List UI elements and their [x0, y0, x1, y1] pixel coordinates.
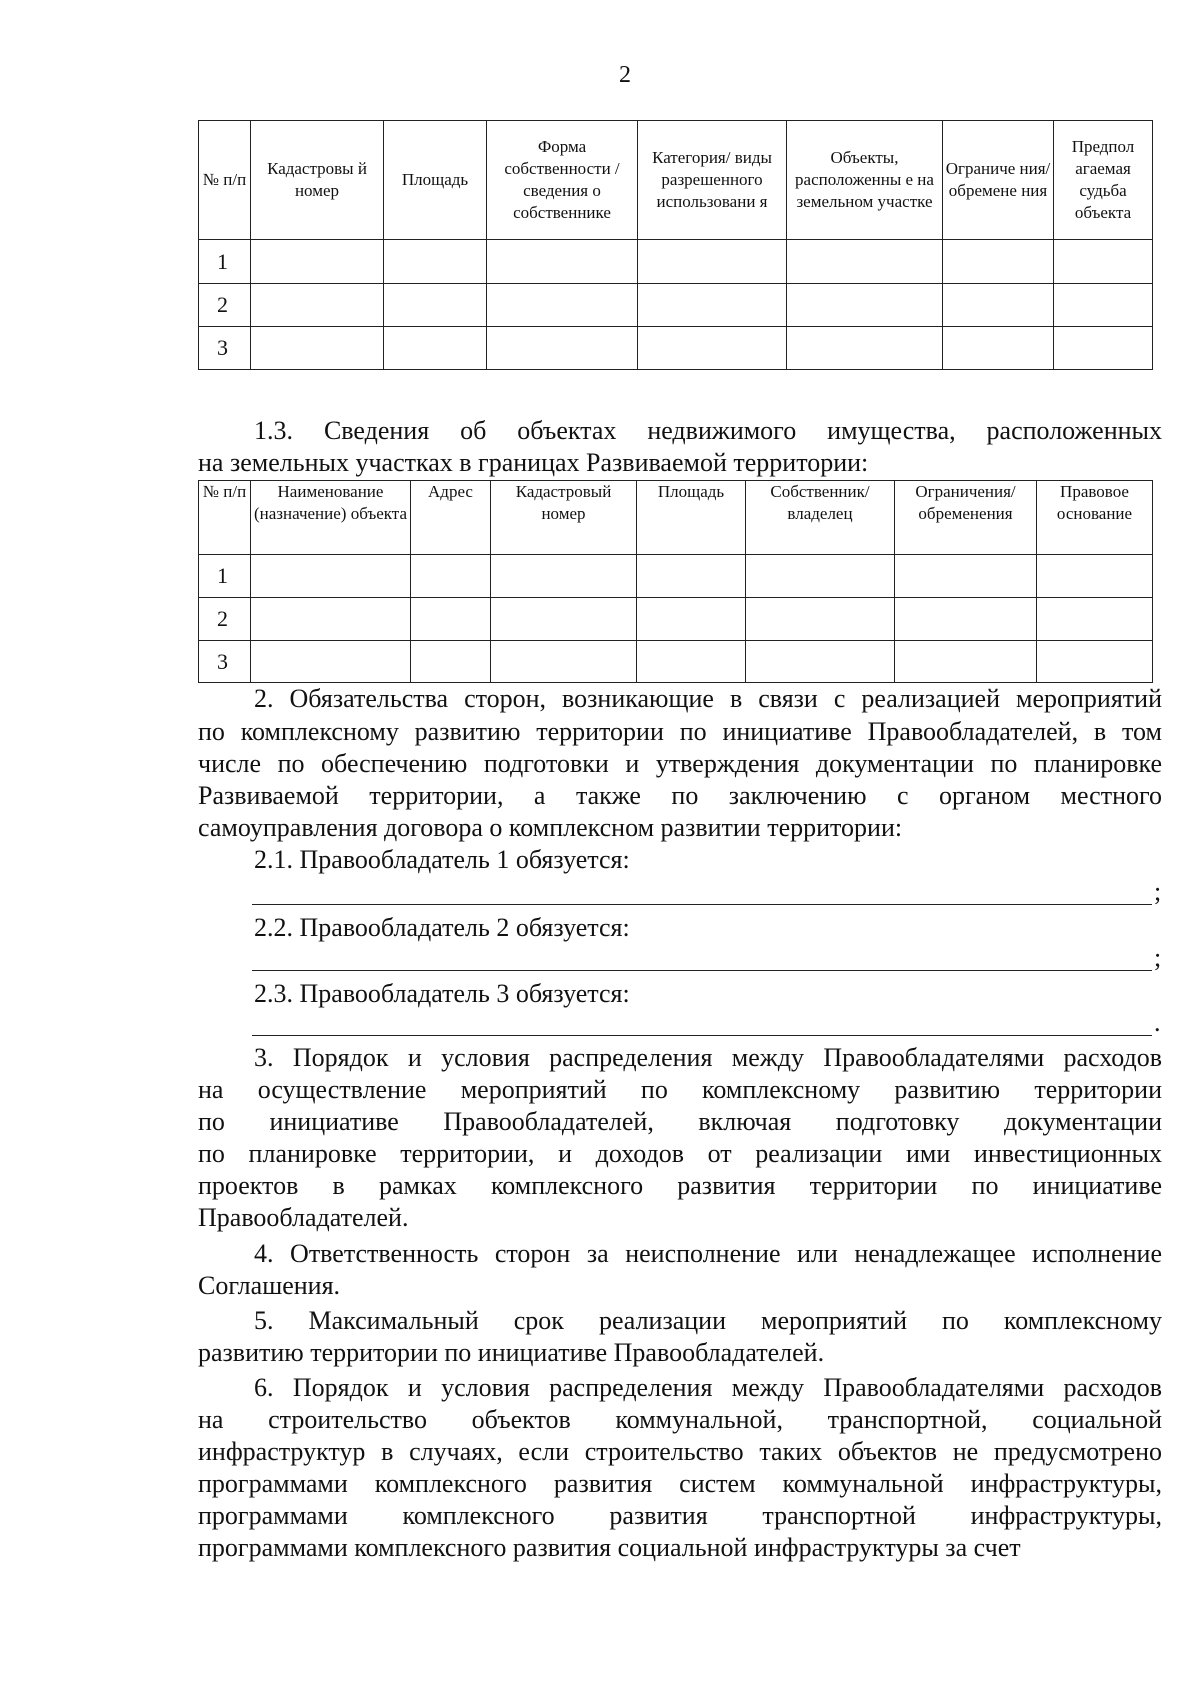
empty-cell[interactable] — [637, 641, 746, 683]
column-header: Площадь — [637, 481, 746, 555]
empty-cell[interactable] — [1054, 240, 1153, 284]
empty-cell[interactable] — [487, 240, 638, 284]
section-4-line: Соглашения. — [198, 1271, 341, 1300]
section-6-line: программами комплексного развития транспортной инфраструктуры, — [198, 1501, 1162, 1530]
column-header: Форма собственности / сведения о собственнике — [487, 121, 638, 240]
column-header: № п/п — [199, 481, 251, 555]
empty-cell[interactable] — [487, 284, 638, 327]
section-2-line: числе по обеспечению подготовки и утверждения документации по планировке — [198, 749, 1162, 778]
section-1-3-line: на земельных участках в границах Развиваемой территории: — [198, 448, 869, 477]
empty-cell[interactable] — [251, 598, 411, 641]
fill-in-line[interactable] — [252, 1035, 1152, 1036]
empty-cell[interactable] — [895, 598, 1037, 641]
section-3-line: Правообладателей. — [198, 1203, 409, 1232]
column-header: Категория/ виды разрешенного использовани я — [638, 121, 787, 240]
empty-cell[interactable] — [637, 598, 746, 641]
empty-cell[interactable] — [251, 327, 384, 370]
page-number: 2 — [619, 62, 631, 88]
empty-cell[interactable] — [1037, 598, 1153, 641]
item-2-1: 2.1. Правообладатель 1 обязуется: — [254, 845, 630, 874]
column-header: Кадастровы й номер — [251, 121, 384, 240]
column-header: Ограниче ния/ обремене ния — [943, 121, 1054, 240]
section-3-line: 3. Порядок и условия распределения между Правообладателями расходов — [254, 1043, 1162, 1072]
empty-cell[interactable] — [638, 327, 787, 370]
item-2-3: 2.3. Правообладатель 3 обязуется: — [254, 979, 630, 1008]
table-row — [199, 598, 1153, 641]
empty-cell[interactable] — [943, 284, 1054, 327]
empty-cell[interactable] — [895, 641, 1037, 683]
empty-cell[interactable] — [411, 598, 491, 641]
column-header: Площадь — [384, 121, 487, 240]
table-row — [199, 641, 1153, 683]
section-2-line: Развиваемой территории, а также по заключению с органом местного — [198, 781, 1162, 810]
line-end-mark: . — [1154, 1008, 1161, 1037]
empty-cell[interactable] — [1037, 641, 1153, 683]
line-end-mark: ; — [1154, 877, 1162, 906]
empty-cell[interactable] — [384, 327, 487, 370]
section-1-3-line: 1.3. Сведения об объектах недвижимого имущества, расположенных — [254, 416, 1162, 445]
empty-cell[interactable] — [411, 555, 491, 598]
empty-cell[interactable] — [638, 240, 787, 284]
section-3-line: на осуществление мероприятий по комплексному развитию территории — [198, 1075, 1162, 1104]
row-number: 3 — [199, 641, 251, 683]
section-3-line: по инициативе Правообладателей, включая подготовку документации — [198, 1107, 1162, 1136]
column-header: Предпол агаемая судьба объекта — [1054, 121, 1153, 240]
section-2-line: 2. Обязательства сторон, возникающие в связи с реализацией мероприятий — [254, 684, 1162, 713]
empty-cell[interactable] — [746, 641, 895, 683]
empty-cell[interactable] — [251, 240, 384, 284]
table-row — [199, 284, 1153, 327]
section-4-line: 4. Ответственность сторон за неисполнение или ненадлежащее исполнение — [254, 1239, 1162, 1268]
empty-cell[interactable] — [787, 284, 943, 327]
row-number: 2 — [199, 598, 251, 641]
real-estate-objects-table — [198, 480, 1153, 683]
section-3-line: проектов в рамках комплексного развития территории по инициативе — [198, 1171, 1162, 1200]
row-number: 1 — [199, 240, 251, 284]
section-6-line: на строительство объектов коммунальной, транспортной, социальной — [198, 1405, 1162, 1434]
column-header: Ограничения/ обременения — [895, 481, 1037, 555]
empty-cell[interactable] — [637, 555, 746, 598]
table-row — [199, 555, 1153, 598]
empty-cell[interactable] — [384, 284, 487, 327]
section-3-line: по планировке территории, и доходов от реализации ими инвестиционных — [198, 1139, 1162, 1168]
fill-in-line[interactable] — [252, 904, 1152, 905]
section-5-line: 5. Максимальный срок реализации мероприятий по комплексному — [254, 1306, 1162, 1335]
column-header: Кадастровый номер — [491, 481, 637, 555]
empty-cell[interactable] — [746, 555, 895, 598]
column-header: Адрес — [411, 481, 491, 555]
column-header: Правовое основание — [1037, 481, 1153, 555]
section-6-line: программами комплексного развития систем коммунальной инфраструктуры, — [198, 1469, 1162, 1498]
empty-cell[interactable] — [384, 240, 487, 284]
section-2-line: по комплексному развитию территории по инициативе Правообладателей, в том — [198, 717, 1162, 746]
empty-cell[interactable] — [943, 327, 1054, 370]
line-end-mark: ; — [1154, 943, 1162, 972]
section-6-line: инфраструктур в случаях, если строительство таких объектов не предусмотрено — [198, 1437, 1162, 1466]
empty-cell[interactable] — [1037, 555, 1153, 598]
column-header: Собственник/ владелец — [746, 481, 895, 555]
empty-cell[interactable] — [251, 555, 411, 598]
empty-cell[interactable] — [895, 555, 1037, 598]
section-5-line: развитию территории по инициативе Правообладателей. — [198, 1338, 825, 1367]
empty-cell[interactable] — [787, 327, 943, 370]
empty-cell[interactable] — [411, 641, 491, 683]
column-header: Наименование (назначение) объекта — [251, 481, 411, 555]
table-row — [199, 240, 1153, 284]
empty-cell[interactable] — [1054, 327, 1153, 370]
empty-cell[interactable] — [943, 240, 1054, 284]
empty-cell[interactable] — [1054, 284, 1153, 327]
column-header: Объекты, расположенны е на земельном участке — [787, 121, 943, 240]
empty-cell[interactable] — [251, 284, 384, 327]
column-header: № п/п — [199, 121, 251, 240]
empty-cell[interactable] — [491, 641, 637, 683]
section-2-line: самоуправления договора о комплексном развитии территории: — [198, 813, 903, 842]
row-number: 1 — [199, 555, 251, 598]
land-plots-table — [198, 120, 1153, 370]
empty-cell[interactable] — [491, 555, 637, 598]
empty-cell[interactable] — [487, 327, 638, 370]
row-number: 2 — [199, 284, 251, 327]
empty-cell[interactable] — [251, 641, 411, 683]
fill-in-line[interactable] — [252, 970, 1152, 971]
empty-cell[interactable] — [638, 284, 787, 327]
item-2-2: 2.2. Правообладатель 2 обязуется: — [254, 913, 630, 942]
empty-cell[interactable] — [491, 598, 637, 641]
table-row — [199, 327, 1153, 370]
section-6-line: 6. Порядок и условия распределения между Правообладателями расходов — [254, 1373, 1162, 1402]
empty-cell[interactable] — [787, 240, 943, 284]
section-6-line: программами комплексного развития социальной инфраструктуры за счет — [198, 1533, 1021, 1562]
row-number: 3 — [199, 327, 251, 370]
empty-cell[interactable] — [746, 598, 895, 641]
